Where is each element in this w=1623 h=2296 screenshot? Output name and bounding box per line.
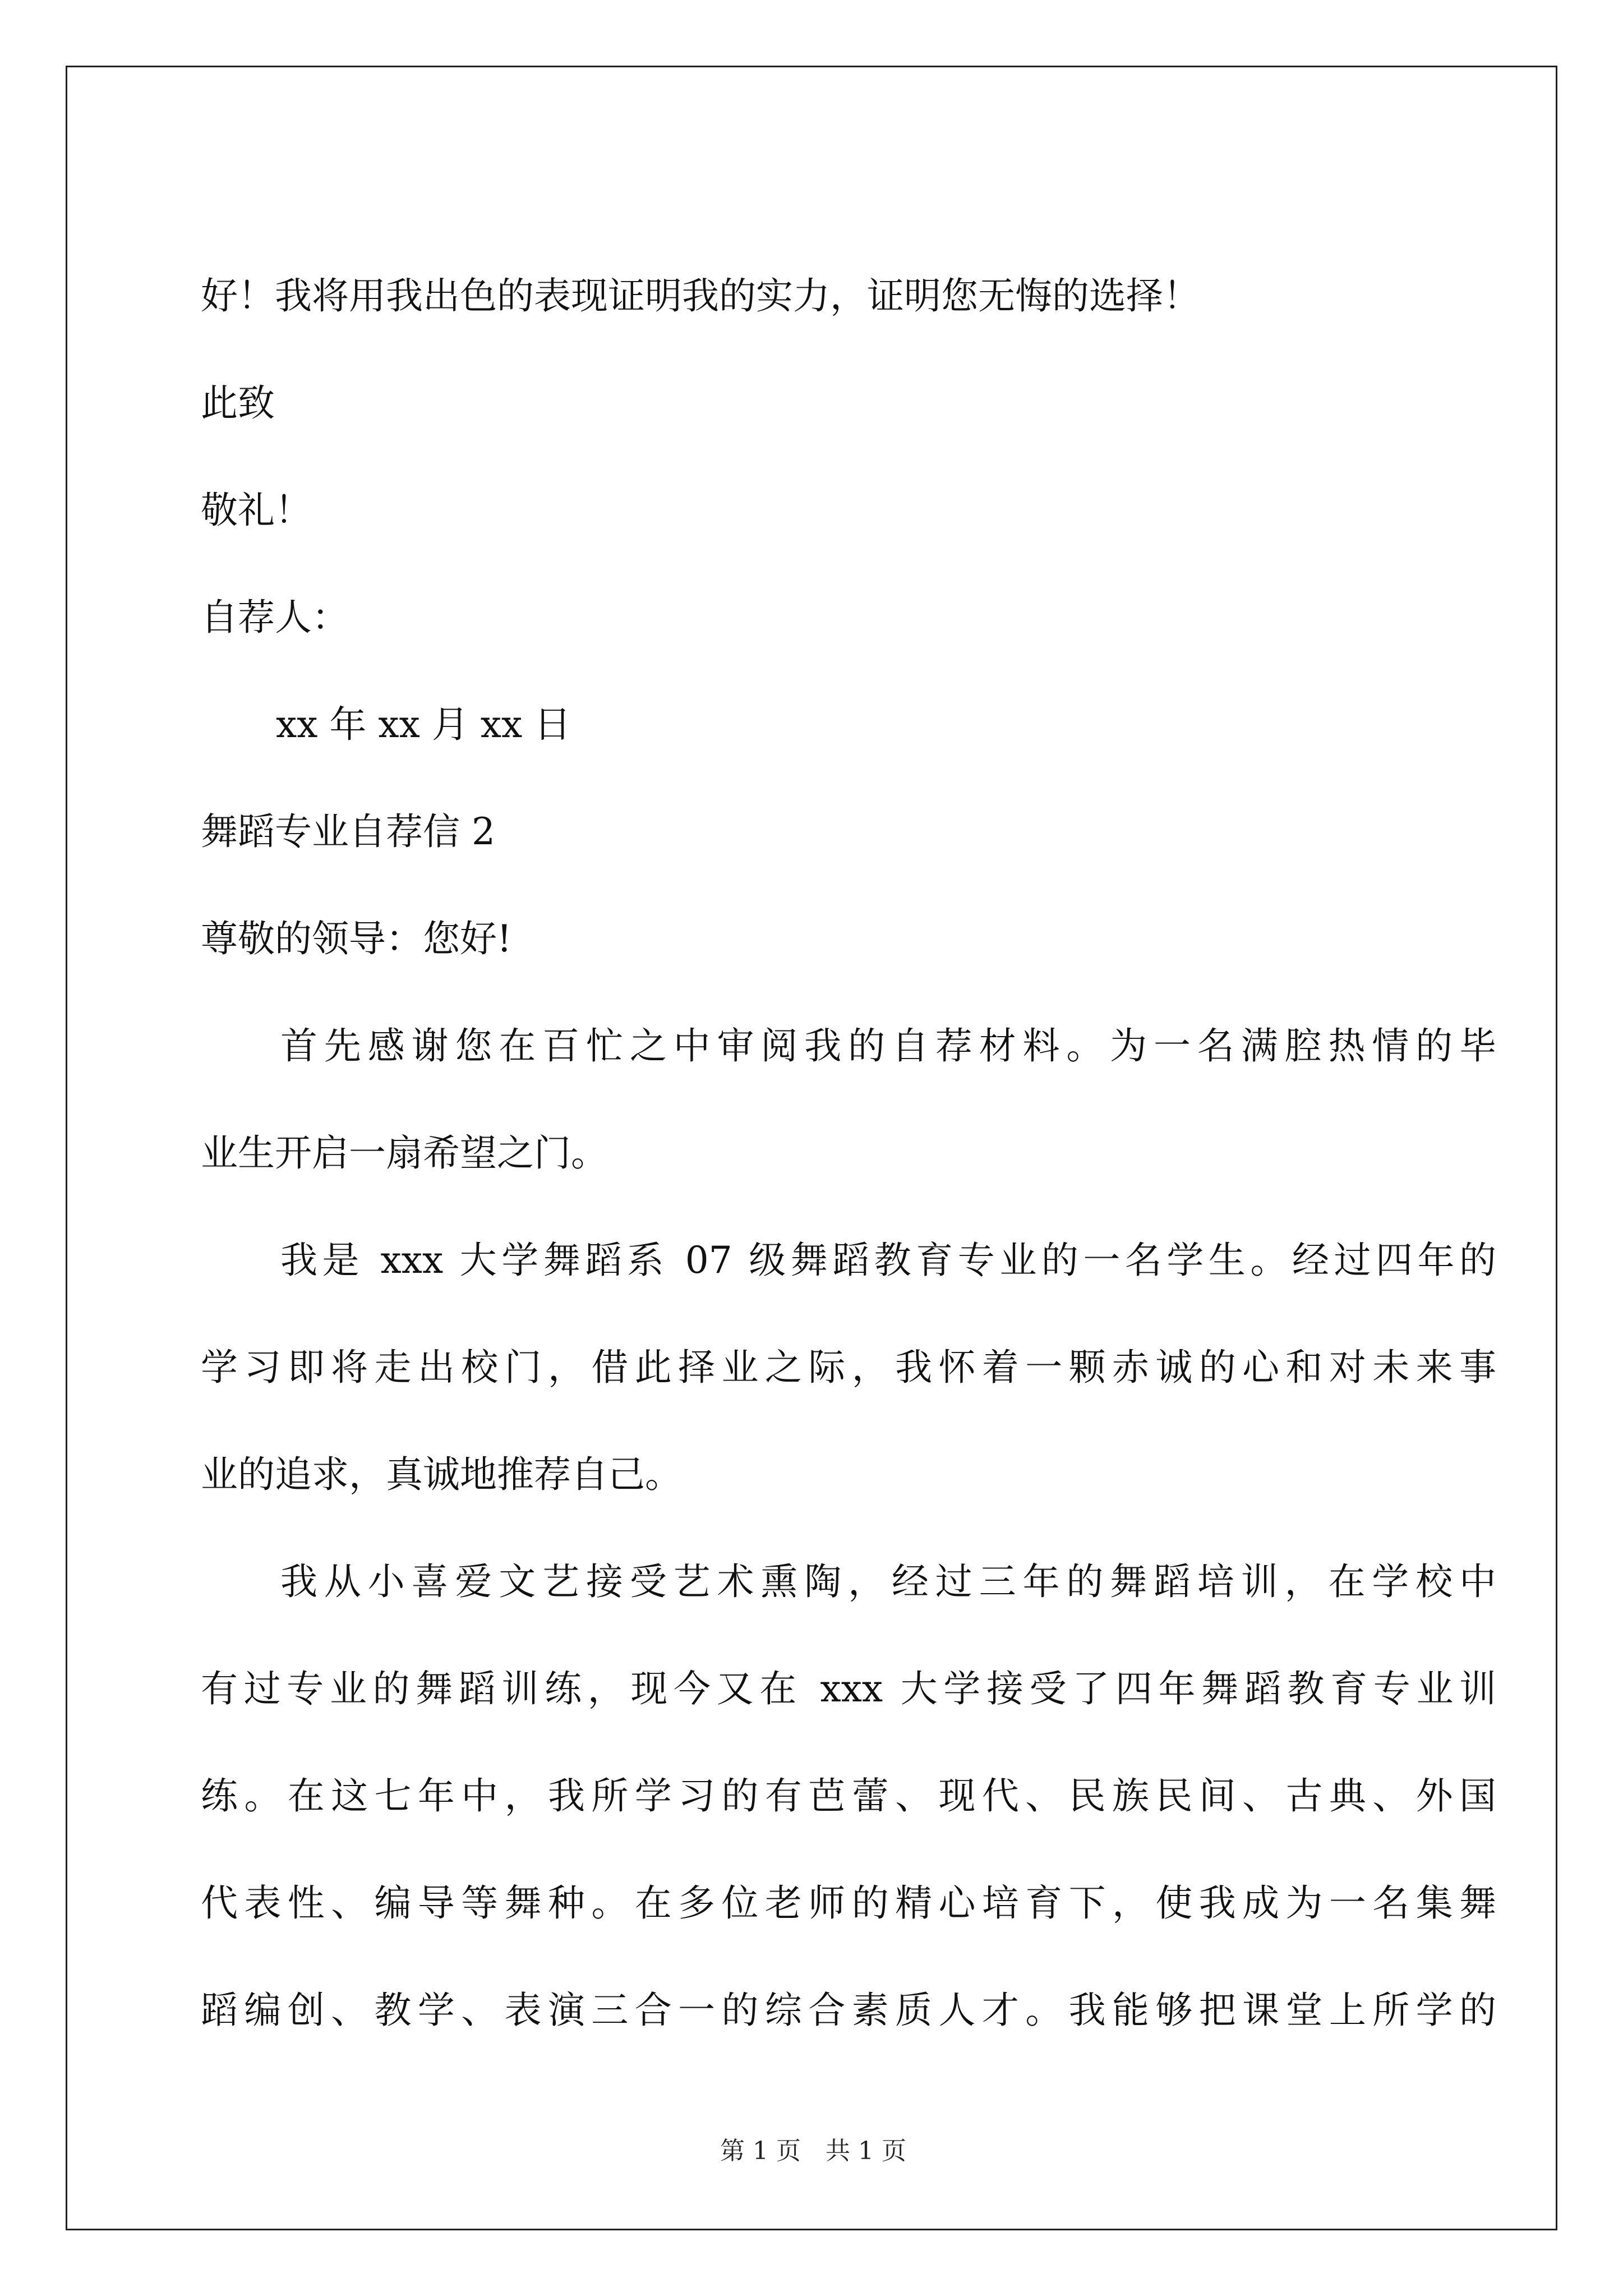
paragraph-2-line-1: 我是 xxx 大学舞蹈系 07 级舞蹈教育专业的一名学生。经过四年的	[280, 1239, 1496, 1282]
closing-line: 好！我将用我出色的表现证明我的实力，证明您无悔的选择！	[201, 274, 1200, 318]
salutation-cizhi: 此致	[201, 381, 275, 425]
page-footer: 第 1 页 共 1 页	[720, 2137, 906, 2165]
page-frame	[66, 66, 1557, 2230]
paragraph-3-line-4: 代表性、编导等舞种。在多位老师的精心培育下，使我成为一名集舞	[201, 1881, 1496, 1925]
paragraph-3-line-5: 蹈编创、教学、表演三合一的综合素质人才。我能够把课堂上所学的	[201, 1989, 1496, 2032]
paragraph-3-line-2: 有过专业的舞蹈训练，现今又在 xxx 大学接受了四年舞蹈教育专业训	[201, 1667, 1496, 1710]
paragraph-1-line-2: 业生开启一扇希望之门。	[201, 1131, 608, 1175]
greeting: 尊敬的领导：您好!	[201, 917, 512, 960]
salutation-jingli: 敬礼！	[201, 489, 312, 532]
date-line: xx 年 xx 月 xx 日	[276, 703, 571, 746]
letter-title: 舞蹈专业自荐信 2	[201, 810, 495, 853]
signature-label: 自荐人：	[201, 596, 349, 639]
paragraph-3-line-3: 练。在这七年中，我所学习的有芭蕾、现代、民族民间、古典、外国	[201, 1774, 1496, 1818]
paragraph-2-line-3: 业的追求，真诚地推荐自己。	[201, 1453, 682, 1496]
paragraph-3-line-1: 我从小喜爱文艺接受艺术熏陶，经过三年的舞蹈培训，在学校中	[280, 1560, 1496, 1603]
paragraph-1-line-1: 首先感谢您在百忙之中审阅我的自荐材料。为一名满腔热情的毕	[280, 1024, 1496, 1068]
paragraph-2-line-2: 学习即将走出校门，借此择业之际，我怀着一颗赤诚的心和对未来事	[201, 1346, 1496, 1389]
